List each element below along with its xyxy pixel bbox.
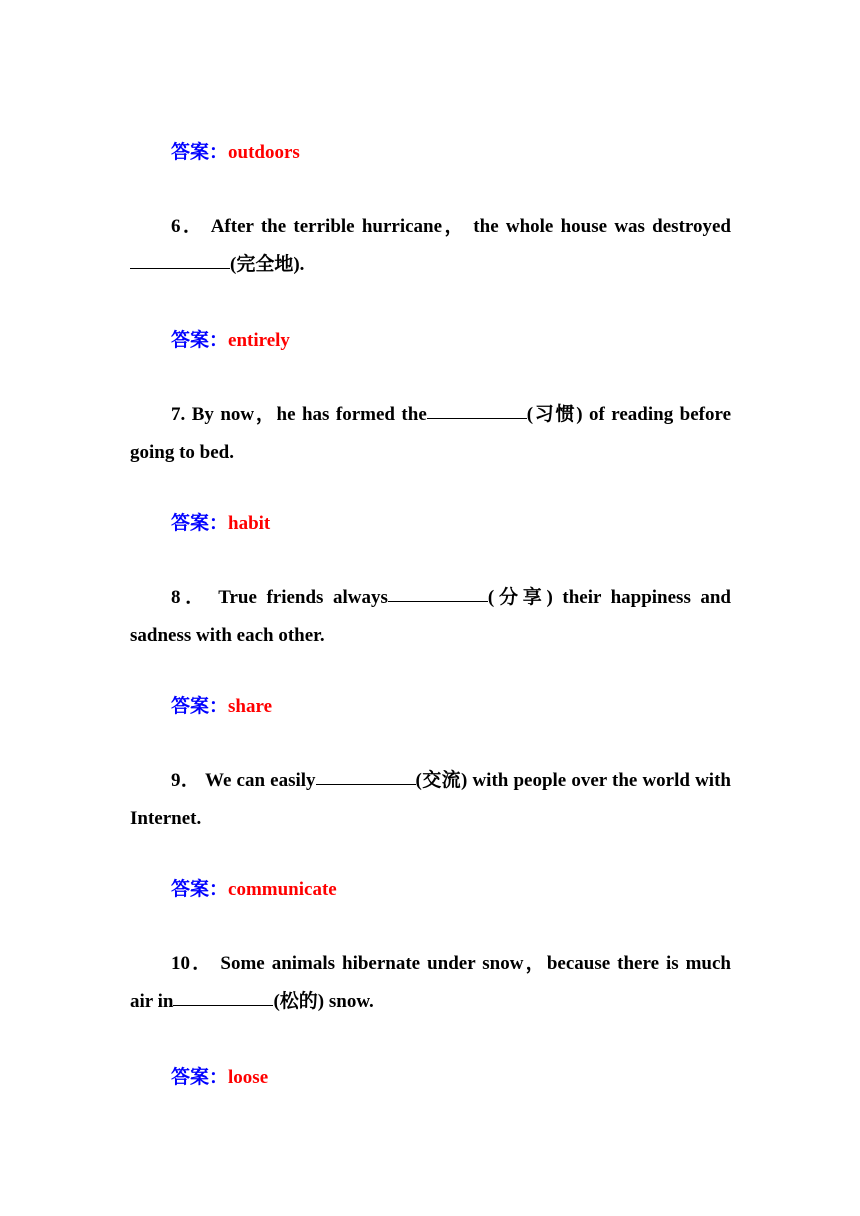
question-text-after: of reading before going to bed. bbox=[130, 404, 731, 463]
answer-label: 答案： bbox=[171, 142, 229, 163]
answer-label: 答案： bbox=[171, 513, 229, 534]
question-7 bbox=[130, 396, 731, 472]
question-number: 9． bbox=[171, 770, 201, 791]
question-text-before: By now，he has formed the bbox=[191, 404, 427, 425]
question-text-before: Some animals hibernate under snow，because there is much air in bbox=[130, 953, 731, 1012]
question-hint: (交流) bbox=[415, 770, 468, 791]
answer-line bbox=[171, 878, 337, 902]
answer-line bbox=[171, 1066, 268, 1090]
question-text-after: . bbox=[299, 254, 305, 275]
answer-line bbox=[171, 141, 300, 165]
answer-label: 答案： bbox=[171, 879, 229, 900]
question-10 bbox=[130, 945, 731, 1021]
answer-label: 答案： bbox=[171, 1067, 229, 1088]
answer-line bbox=[171, 695, 272, 719]
answer-value: outdoors bbox=[228, 142, 300, 163]
question-text-after: their happiness and sadness with each other. bbox=[130, 587, 731, 646]
question-hint: (分享) bbox=[487, 587, 553, 608]
question-number: 7. bbox=[171, 404, 186, 425]
answer-value: loose bbox=[228, 1067, 269, 1088]
answer-label: 答案： bbox=[171, 696, 229, 717]
question-6 bbox=[130, 208, 731, 284]
answer-blank bbox=[173, 1004, 273, 1006]
question-text-before: After the terrible hurricane， the whole house was destroyed bbox=[210, 216, 731, 237]
question-hint: (完全地) bbox=[230, 254, 300, 275]
answer-label: 答案： bbox=[171, 330, 229, 351]
question-8 bbox=[130, 579, 731, 655]
question-hint: (习惯) bbox=[526, 404, 583, 425]
question-hint: (松的) bbox=[273, 991, 325, 1012]
answer-line bbox=[171, 329, 290, 353]
question-9 bbox=[130, 762, 731, 838]
question-text-after: snow. bbox=[324, 991, 374, 1012]
question-text-before: We can easily bbox=[205, 770, 316, 791]
question-text-after: with people over the world with Internet. bbox=[130, 770, 731, 829]
question-text-before: True friends always bbox=[218, 587, 388, 608]
answer-blank bbox=[130, 267, 230, 269]
answer-value: share bbox=[228, 696, 272, 717]
answer-line bbox=[171, 512, 270, 536]
question-number: 6． bbox=[171, 216, 205, 237]
answer-blank bbox=[427, 417, 527, 419]
answer-blank bbox=[388, 600, 488, 602]
answer-blank bbox=[316, 783, 416, 785]
question-number: 8． bbox=[171, 587, 210, 608]
answer-value: entirely bbox=[228, 330, 290, 351]
answer-value: communicate bbox=[228, 879, 337, 900]
question-number: 10． bbox=[171, 953, 214, 974]
answer-value: habit bbox=[228, 513, 271, 534]
